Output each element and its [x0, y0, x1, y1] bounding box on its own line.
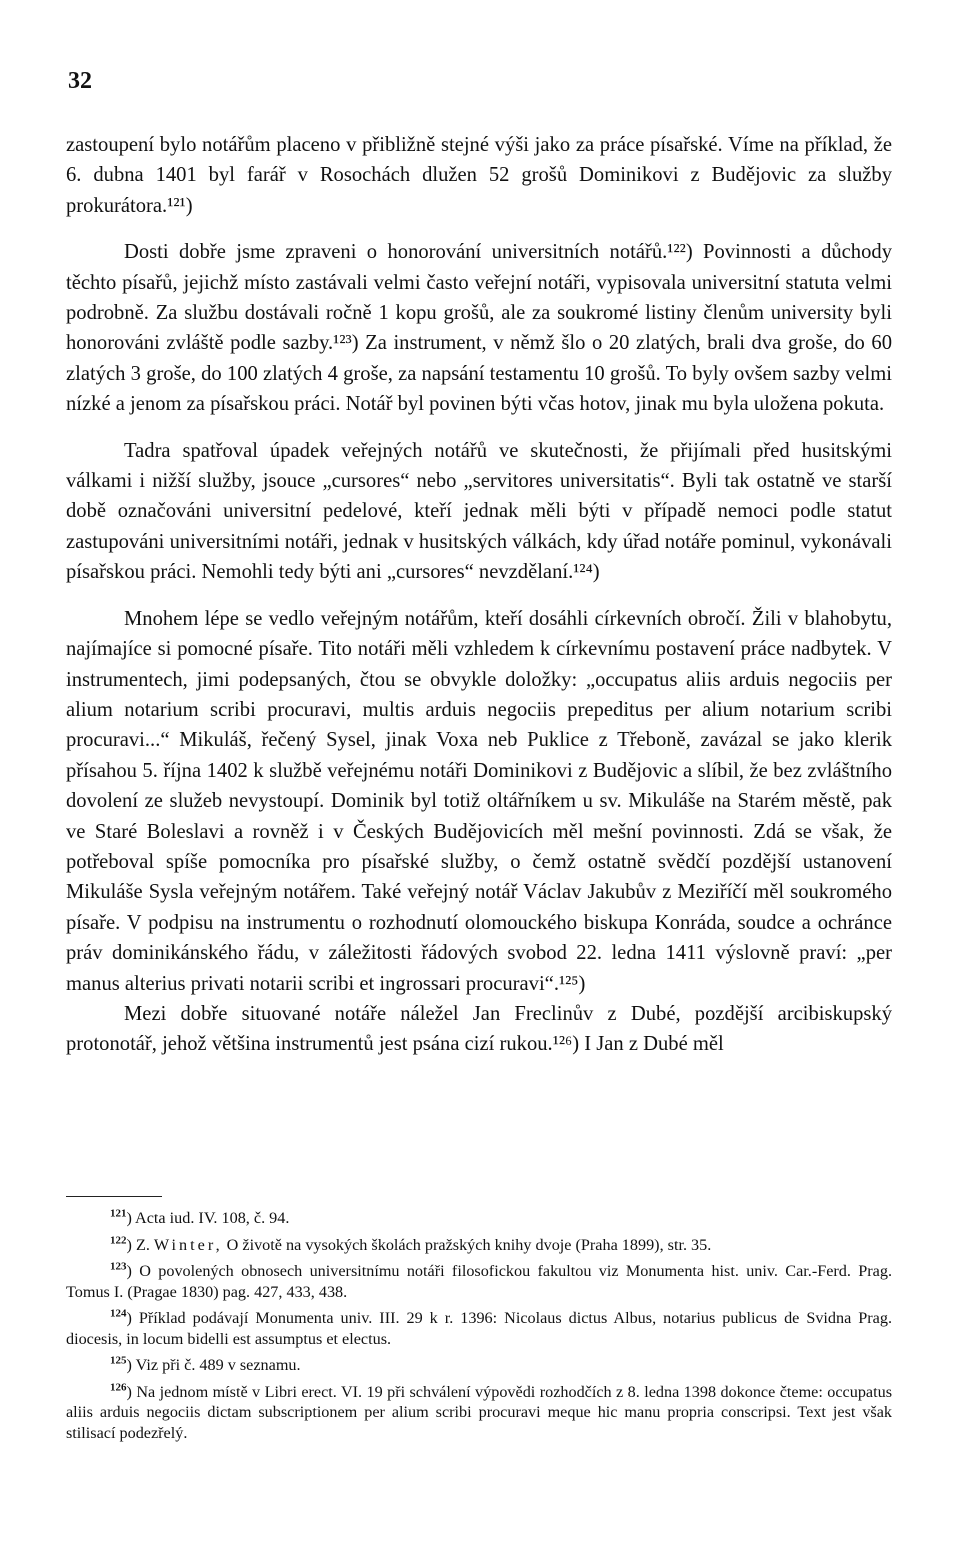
footnote-text: Acta iud. IV. 108, č. 94.	[135, 1209, 290, 1227]
footnote-marker: 122	[110, 1234, 127, 1247]
footnote-text: O povolených obnosech universitnímu notáři filosofickou fakultou viz Monumenta hist. univ. Car.-Ferd. Prag. Tomus I. (Pragae 1830) pag. 427, 433, 438.	[66, 1262, 892, 1301]
footnote-marker: 125	[110, 1354, 127, 1367]
footnote-text: O životě na vysokých školách pražských knihy dvoje (Praha 1899), str. 35.	[226, 1235, 712, 1254]
footnote-text: Příklad podávají Monumenta univ. III. 29 k r. 1396: Nicolaus dictus Albus, notarius publicus de Svidna Prag. diocesis, in locum bidelli est assumptus et electus.	[66, 1309, 893, 1348]
footnote-marker: 124	[110, 1307, 127, 1320]
footnote: $^{124}$) Příklad podávají Monumenta univ. III. 29 k r. 1396: Nicolaus dictus Albus, notarius publicus de Svidna Prag. diocesis, in locum bidelli est assumptus et electus.	[66, 1307, 893, 1348]
footnote: $^{126}$) Na jednom místě v Libri erect. VI. 19 při schválení výpovědi rozhodčích z 8. ledna 1398 dokonce čteme: occupatus aliis arduis negociis dictam subscriptionem per alium scribi procuravi meque hic manu propria conscripsi. Text jest však stilisací podezřelý.	[66, 1381, 893, 1442]
footnote-marker: 126	[110, 1381, 127, 1394]
footnote-marker: 121	[110, 1207, 127, 1220]
footnote: $^{123}$) O povolených obnosech universitnímu notáři filosofickou fakultou viz Monumenta hist. univ. Car.-Ferd. Prag. Tomus I. (Pragae 1830) pag. 427, 433, 438.	[66, 1260, 892, 1301]
footnote-text: Na jednom místě v Libri erect. VI. 19 při schválení výpovědi rozhodčích z 8. ledna 1398 dokonce čteme: occupatus aliis arduis negociis dictam subscriptionem per alium scribi procuravi meque hic manu propria conscripsi. Text jest však stilisací podezřelý.	[66, 1382, 893, 1442]
body-text	[66, 130, 892, 1060]
paragraph: zastoupení bylo notářům placeno v přibližně stejné výši jako za práce písařské. Víme na příklad, že 6. dubna 1401 byl farář v Rosochách dlužen 52 grošů Dominikovi z Budějovic za služby prokurátora.¹²¹)	[66, 134, 892, 217]
footnote-text: Viz při č. 489 v seznamu.	[135, 1356, 301, 1374]
footnote-divider	[66, 1196, 162, 1197]
footnote: $^{122}$) Z. Winter, O životě na vysokých školách pražských knihy dvoje (Praha 1899), str. 35.	[110, 1234, 712, 1254]
page-number: 32	[68, 68, 92, 94]
footnote: $^{125}$) Viz při č. 489 v seznamu.	[110, 1354, 301, 1374]
footnote: $^{121}$) Acta iud. IV. 108, č. 94.	[110, 1207, 290, 1227]
paragraph: Tadra spatřoval úpadek veřejných notářů ve skutečnosti, že přijímali před husitskými válkami i nižší služby, jsouce „cursores“ nebo „servitores universitatis“. Byli tak ostatně ve starší době označováni universitní pedelové, kteří jednak měli býti v případě nemoci podle statut zastupováni universitními notáři, jednak v husitských válkách, kdy úřad notáře pominul, vykonávali písařskou práci. Nemohli tedy býti ani „cursores“ nevzdělaní.¹²⁴)	[66, 439, 892, 584]
footnote-author: Winter,	[153, 1235, 223, 1254]
paragraph: Mezi dobře situované notáře náležel Jan Freclinův z Dubé, pozdější arcibiskupský protonotář, jehož většina instrumentů jest psána cizí rukou.¹²⁶) I Jan z Dubé měl	[66, 1002, 892, 1056]
paragraph: Mnohem lépe se vedlo veřejným notářům, kteří dosáhli církevních obročí. Žili v blahobytu, najímajíce si pomocné písaře. Tito notáři měli vzhledem k církevnímu postavení práce nadbytek. V instrumentech, jimi podepsaných, čtou se obvykle doložky: „occupatus aliis arduis negociis per alium notarium scribi procuravi, multis arduis negociis prepeditus per alium notarium scribi procuravi...“ Mikuláš, řečený Sysel, jinak Voxa neb Puklice z Třeboně, zavázal se jako klerik přísahou 5. října 1402 k službě veřejnému notáři Dominikovi z Budějovic a slíbil, že bez zvláštního dovolení ze služeb nevystoupí. Dominik byl totiž oltářníkem u sv. Mikuláše na Starém městě, pak ve Staré Boleslavi a rovněž i v Českých Budějovicích měl mešní povinnosti. Zdá se však, že potřeboval spíše pomocníka pro písařské služby, o čemž ostatně svědčí pozdější ustanovení Mikuláše Sysla veřejným notářem. Také veřejný notář Václav Jakubův z Meziříčí měl soukromého písaře. V podpisu na instrumentu o rozhodnutí olomouckého biskupa Konráda, soudce a ochránce práv dominikánského řádu, v záležitosti řádových svobod 22. ledna 1411 výslovně praví: „per manus alterius privati notarii scribi et ingrossari procuravi“.¹²⁵)	[66, 607, 892, 995]
footnote-author-initial: Z.	[135, 1235, 150, 1254]
paragraph: Dosti dobře jsme zpraveni o honorování universitních notářů.¹²²) Povinnosti a důchody těchto písařů, jejichž místo zastávali velmi často veřejní notáři, vypisovala universitní statuta velmi podrobně. Za službu dostávali ročně 1 kopu grošů, ale za soukromé listiny členům university byli honorováni zvláště podle sazby.¹²³) Za instrument, v němž šlo o 20 zlatých, brali dva groše, do 60 zlatých 3 groše, do 100 zlatých 4 groše, za napsání testamentu 10 grošů. To byly ovšem sazby velmi nízké a jenom za písařskou práci. Notář byl povinen býti včas hotov, jinak mu byla uložena pokuta.	[66, 241, 892, 416]
footnotes	[66, 1208, 892, 1449]
footnote-marker: 123	[110, 1260, 127, 1273]
